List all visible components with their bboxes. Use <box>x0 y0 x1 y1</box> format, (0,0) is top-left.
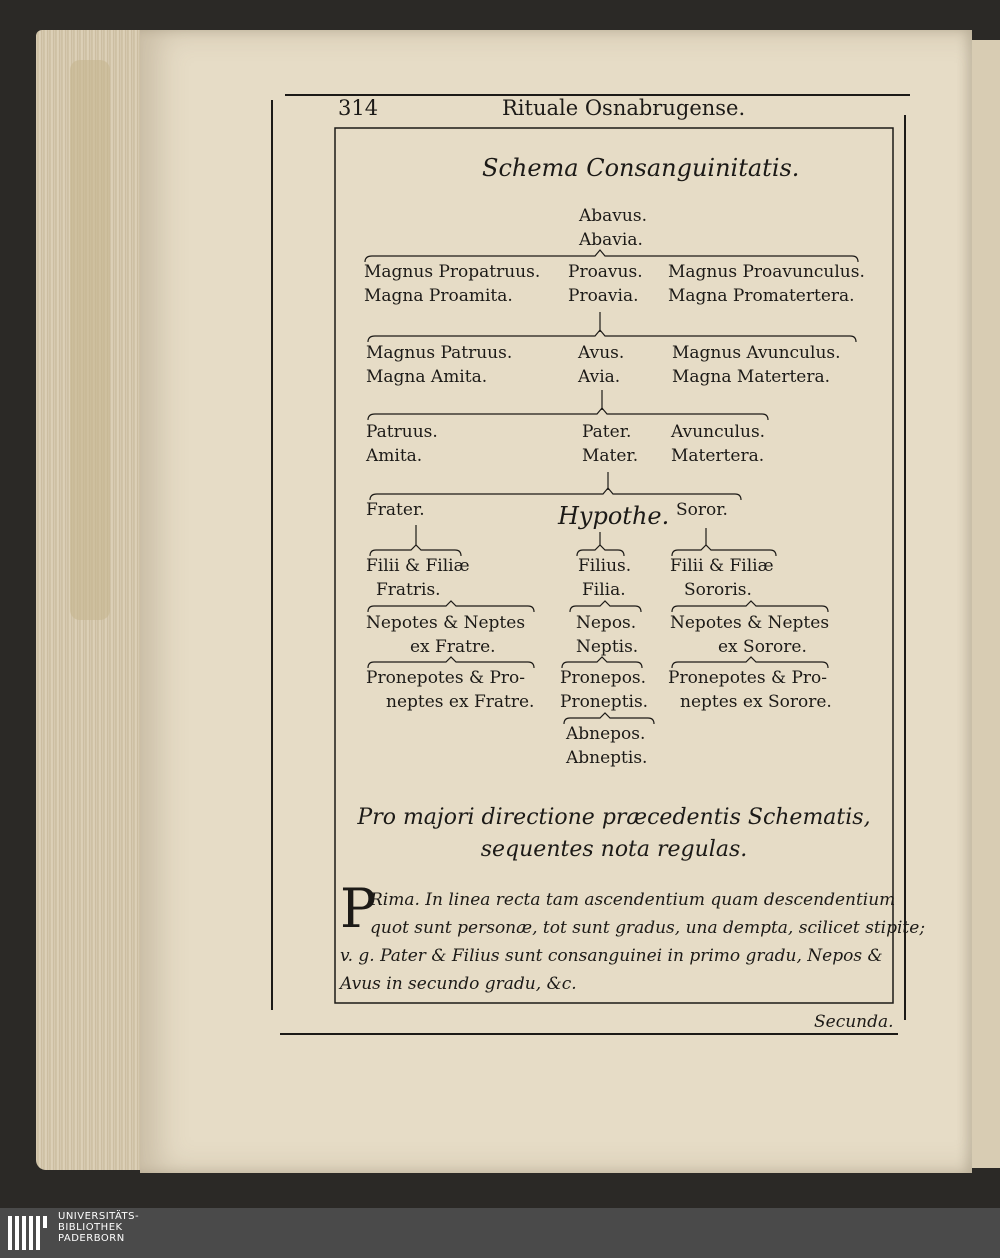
direction-heading: Pro majori directione præcedentis Schematis, sequentes nota regulas. <box>357 805 871 862</box>
tree-row5-center: Filius. Filia. <box>578 556 632 600</box>
rule-line-2: quot sunt personæ, tot sunt gradus, una dempta, scilicet stipite; <box>370 918 926 938</box>
tree-row6-center: Nepos. Neptis. <box>576 613 639 657</box>
tree-row3-right: Avunculus. Matertera. <box>671 422 766 466</box>
tree-row7-left: Pronepotes & Pro- neptes ex Fratre. <box>366 668 535 712</box>
tree-frater: Frater. <box>366 500 425 520</box>
tree-row1-right: Magnus Proavunculus. Magna Promatertera. <box>668 262 865 306</box>
dropcap: P <box>340 877 377 940</box>
tree-row2-right: Magnus Avunculus. Magna Matertera. <box>672 343 841 387</box>
tree-row5-left: Filii & Filiæ Fratris. <box>366 556 470 600</box>
rule-line-4: Avus in secundo gradu, &c. <box>340 974 577 994</box>
library-logo-text: UNIVERSITÄTS- BIBLIOTHEK PADERBORN <box>58 1211 140 1244</box>
catchword: Secunda. <box>814 1012 894 1032</box>
rule-line-1: Rima. In linea recta tam ascendentium quam descendentium <box>370 890 896 910</box>
rule-line-3: v. g. Pater & Filius sunt consanguinei in primo gradu, Nepos & <box>340 946 883 966</box>
library-footer-bar <box>0 1208 1000 1258</box>
tree-row7-center: Pronepos. Proneptis. <box>560 668 649 712</box>
tree-row5-right: Filii & Filiæ Sororis. <box>670 556 774 600</box>
library-logo-icon <box>6 1210 50 1256</box>
page-number: 314 <box>338 96 379 120</box>
tree-row6-right: Nepotes & Neptes ex Sorore. <box>670 613 830 657</box>
tree-row8-center: Abnepos. Abneptis. <box>566 724 648 768</box>
tree-abavus: Abavus. Abavia. <box>579 206 647 250</box>
running-head: Rituale Osnabrugense. <box>502 96 746 120</box>
tree-row6-left: Nepotes & Neptes ex Fratre. <box>366 613 526 657</box>
tree-row1-left: Magnus Propatruus. Magna Proamita. <box>364 262 541 306</box>
tree-row1-center: Proavus. Proavia. <box>568 262 643 306</box>
tree-hypothe: Hypothe. <box>558 502 670 530</box>
tree-row3-center: Pater. Mater. <box>582 422 639 466</box>
tree-soror: Soror. <box>676 500 728 520</box>
tree-row2-left: Magnus Patruus. Magna Amita. <box>366 343 513 387</box>
tree-row3-left: Patruus. Amita. <box>366 422 438 466</box>
tree-row7-right: Pronepotes & Pro- neptes ex Sorore. <box>668 668 832 712</box>
tree-row2-center: Avus. Avia. <box>578 343 625 387</box>
schema-title: Schema Consanguinitatis. <box>482 154 800 182</box>
